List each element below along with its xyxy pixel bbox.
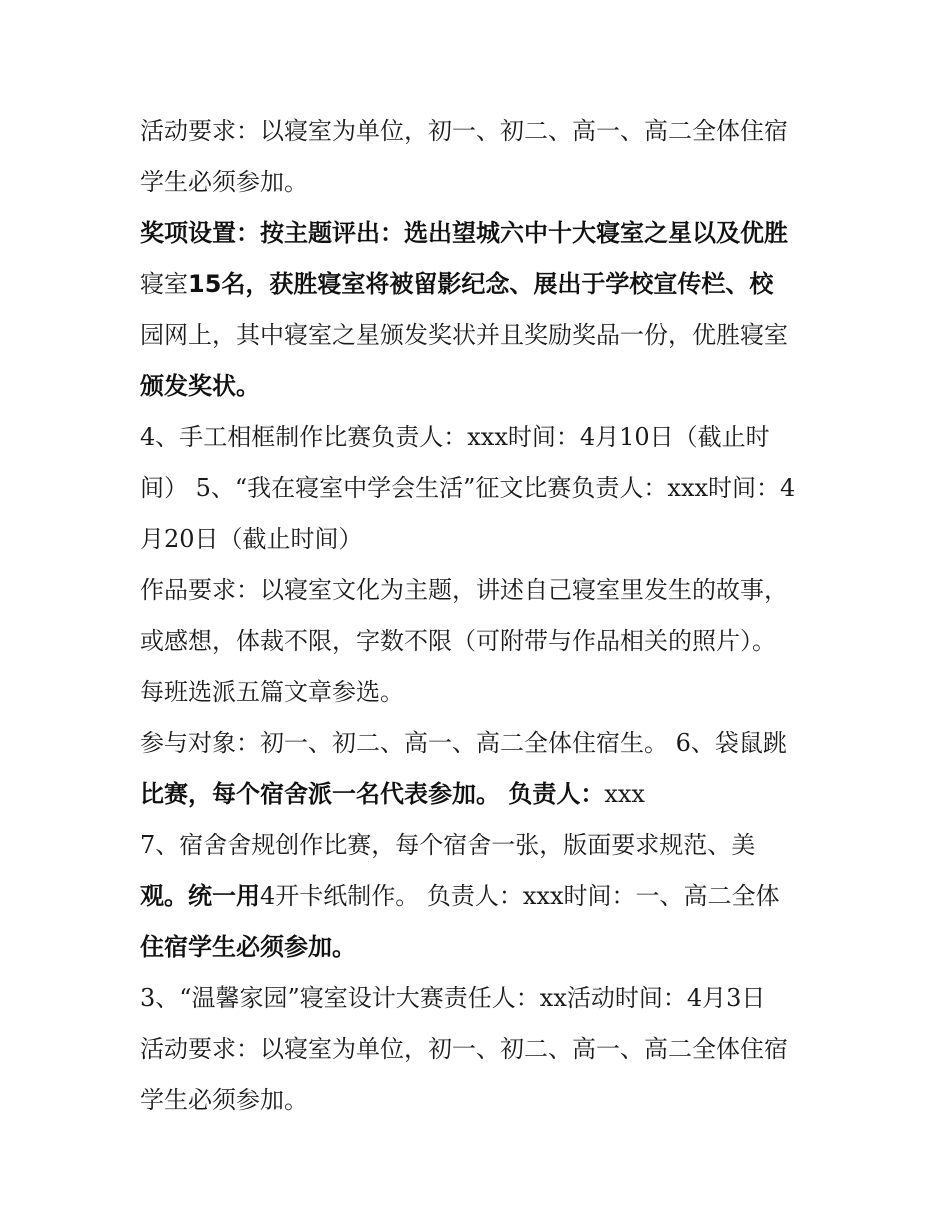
text-line bbox=[140, 718, 820, 769]
text-line bbox=[140, 259, 820, 310]
text-line bbox=[140, 463, 820, 514]
text-line bbox=[140, 157, 820, 208]
text-segment: 月20日（截止时间） bbox=[140, 525, 363, 553]
text-line bbox=[140, 973, 820, 1024]
text-segment: 15名，获胜寝室将被留影纪念、展出于学校宣传栏、校 bbox=[188, 270, 774, 298]
document-body bbox=[140, 106, 820, 1126]
text-segment: 参与对象：初一、初二、高一、高二全体住宿生。 6、袋鼠跳 bbox=[140, 729, 787, 757]
text-segment: 间） 5、“我在寝室中学会生活”征文比赛负责人：xxx时间：4 bbox=[140, 474, 796, 502]
text-segment: 寝室 bbox=[140, 270, 188, 298]
text-segment: 奖项设置：按主题评出：选出望城六中十大寝室之星以及优胜 bbox=[140, 219, 788, 247]
text-line bbox=[140, 769, 820, 820]
text-line bbox=[140, 310, 820, 361]
text-segment: 或感想，体裁不限，字数不限（可附带与作品相关的照片）。 bbox=[140, 627, 776, 655]
text-line bbox=[140, 565, 820, 616]
text-segment: xxx bbox=[604, 780, 645, 808]
text-segment: 3、“温馨家园”寝室设计大赛责任人：xx活动时间：4月3日 bbox=[140, 984, 766, 1012]
text-line bbox=[140, 361, 820, 412]
text-segment: 4开卡纸制作。 负责人：xxx时间：一、高二全体 bbox=[260, 882, 780, 910]
text-line bbox=[140, 1024, 820, 1075]
text-segment: 学生必须参加。 bbox=[140, 1086, 308, 1114]
text-segment: 活动要求：以寝室为单位，初一、初二、高一、高二全体住宿 bbox=[140, 1035, 788, 1063]
text-line bbox=[140, 616, 820, 667]
text-line bbox=[140, 412, 820, 463]
text-segment: 比赛，每个宿舍派一名代表参加。 负责人： bbox=[140, 780, 605, 808]
text-segment: 学生必须参加。 bbox=[140, 168, 308, 196]
text-line bbox=[140, 922, 820, 973]
text-segment: 园网上，其中寝室之星颁发奖状并且奖励奖品一份，优胜寝室 bbox=[140, 321, 788, 349]
text-segment: 4、手工相框制作比赛负责人：xxx时间：4月10日（截止时 bbox=[140, 423, 770, 451]
text-line bbox=[140, 208, 820, 259]
text-segment: 活动要求：以寝室为单位，初一、初二、高一、高二全体住宿 bbox=[140, 117, 788, 145]
text-segment: 观。统一用 bbox=[140, 882, 260, 910]
text-line bbox=[140, 667, 820, 718]
text-line bbox=[140, 871, 820, 922]
text-segment: 每班选派五篇文章参选。 bbox=[140, 678, 404, 706]
text-segment: 作品要求：以寝室文化为主题，讲述自己寝室里发生的故事， bbox=[140, 576, 788, 604]
text-segment: 7、宿舍舍规创作比赛，每个宿舍一张，版面要求规范、美 bbox=[140, 831, 756, 859]
text-line bbox=[140, 106, 820, 157]
text-line bbox=[140, 514, 820, 565]
text-segment: 住宿学生必须参加。 bbox=[140, 933, 356, 961]
text-segment: 颁发奖状。 bbox=[140, 372, 260, 400]
text-line bbox=[140, 820, 820, 871]
text-line bbox=[140, 1075, 820, 1126]
